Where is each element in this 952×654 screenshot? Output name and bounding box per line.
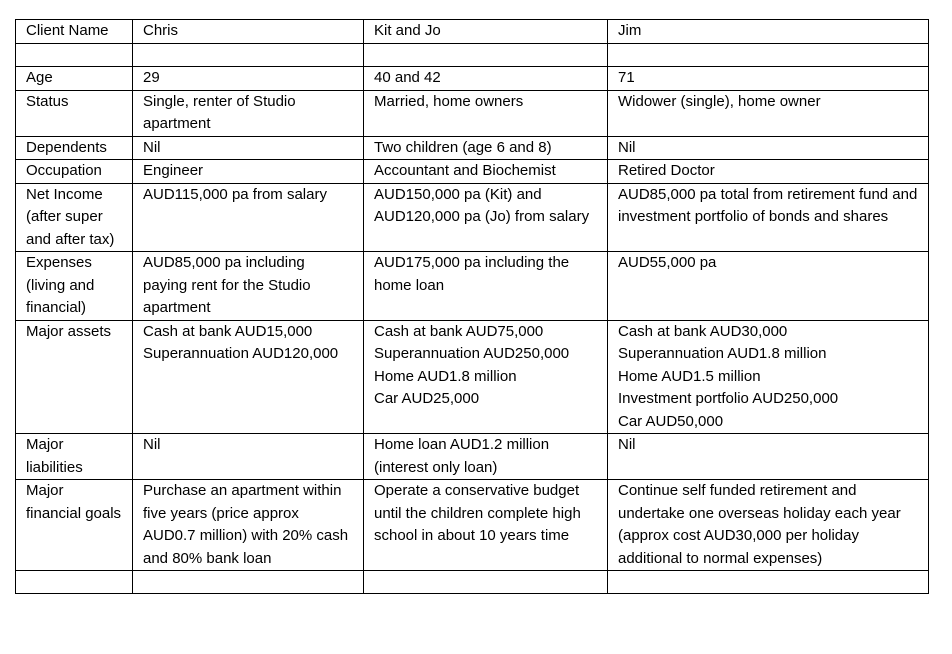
- row-label: Major assets: [16, 320, 133, 434]
- cell-chris: Engineer: [133, 160, 364, 184]
- header-client-kit-and-jo: Kit and Jo: [364, 20, 608, 44]
- cell-jim: 71: [608, 67, 929, 91]
- cell-kit-and-jo: Two children (age 6 and 8): [364, 136, 608, 160]
- table-row-age: [16, 67, 929, 91]
- empty-cell: [364, 571, 608, 594]
- row-label: Occupation: [16, 160, 133, 184]
- row-label: Major financial goals: [16, 480, 133, 571]
- cell-kit-and-jo: Home loan AUD1.2 million (interest only loan): [364, 434, 608, 480]
- cell-chris: AUD85,000 pa including paying rent for the Studio apartment: [133, 252, 364, 321]
- empty-cell: [133, 571, 364, 594]
- empty-cell: [608, 44, 929, 67]
- table-row-expenses: [16, 252, 929, 321]
- row-label: Expenses (living and financial): [16, 252, 133, 321]
- cell-kit-and-jo: Cash at bank AUD75,000 Superannuation AUD250,000 Home AUD1.8 million Car AUD25,000: [364, 320, 608, 434]
- empty-cell: [364, 44, 608, 67]
- cell-chris: Cash at bank AUD15,000 Superannuation AUD120,000: [133, 320, 364, 434]
- header-label-cell: Client Name: [16, 20, 133, 44]
- cell-jim: Cash at bank AUD30,000 Superannuation AUD1.8 million Home AUD1.5 million Investment portfolio AUD250,000 Car AUD50,000: [608, 320, 929, 434]
- cell-chris: Single, renter of Studio apartment: [133, 90, 364, 136]
- table-row-major-liabilities: [16, 434, 929, 480]
- client-profile-table-wrapper: [15, 19, 929, 594]
- client-profile-table: [15, 19, 929, 594]
- row-label: Major liabilities: [16, 434, 133, 480]
- empty-cell: [133, 44, 364, 67]
- cell-kit-and-jo: Married, home owners: [364, 90, 608, 136]
- cell-chris: Nil: [133, 434, 364, 480]
- cell-kit-and-jo: AUD175,000 pa including the home loan: [364, 252, 608, 321]
- table-row-net-income: [16, 183, 929, 252]
- cell-jim: AUD55,000 pa: [608, 252, 929, 321]
- cell-chris: Nil: [133, 136, 364, 160]
- cell-kit-and-jo: Operate a conservative budget until the children complete high school in about 10 years time: [364, 480, 608, 571]
- cell-jim: Retired Doctor: [608, 160, 929, 184]
- row-label: Net Income (after super and after tax): [16, 183, 133, 252]
- row-label: Age: [16, 67, 133, 91]
- cell-chris: AUD115,000 pa from salary: [133, 183, 364, 252]
- empty-cell: [16, 44, 133, 67]
- header-client-jim: Jim: [608, 20, 929, 44]
- header-client-chris: Chris: [133, 20, 364, 44]
- cell-jim: Nil: [608, 136, 929, 160]
- table-row-dependents: [16, 136, 929, 160]
- table-row-occupation: [16, 160, 929, 184]
- spacer-row: [16, 44, 929, 67]
- empty-cell: [608, 571, 929, 594]
- table-row-status: [16, 90, 929, 136]
- cell-chris: Purchase an apartment within five years (price approx AUD0.7 million) with 20% cash and 80% bank loan: [133, 480, 364, 571]
- table-row-financial-goals: [16, 480, 929, 571]
- cell-jim: AUD85,000 pa total from retirement fund and investment portfolio of bonds and shares: [608, 183, 929, 252]
- header-row: [16, 20, 929, 44]
- cell-chris: 29: [133, 67, 364, 91]
- cell-jim: Nil: [608, 434, 929, 480]
- spacer-row: [16, 571, 929, 594]
- cell-kit-and-jo: Accountant and Biochemist: [364, 160, 608, 184]
- cell-jim: Widower (single), home owner: [608, 90, 929, 136]
- cell-kit-and-jo: AUD150,000 pa (Kit) and AUD120,000 pa (Jo) from salary: [364, 183, 608, 252]
- table-row-major-assets: [16, 320, 929, 434]
- row-label: Status: [16, 90, 133, 136]
- empty-cell: [16, 571, 133, 594]
- cell-kit-and-jo: 40 and 42: [364, 67, 608, 91]
- row-label: Dependents: [16, 136, 133, 160]
- cell-jim: Continue self funded retirement and undertake one overseas holiday each year (approx cost AUD30,000 per holiday additional to normal expenses): [608, 480, 929, 571]
